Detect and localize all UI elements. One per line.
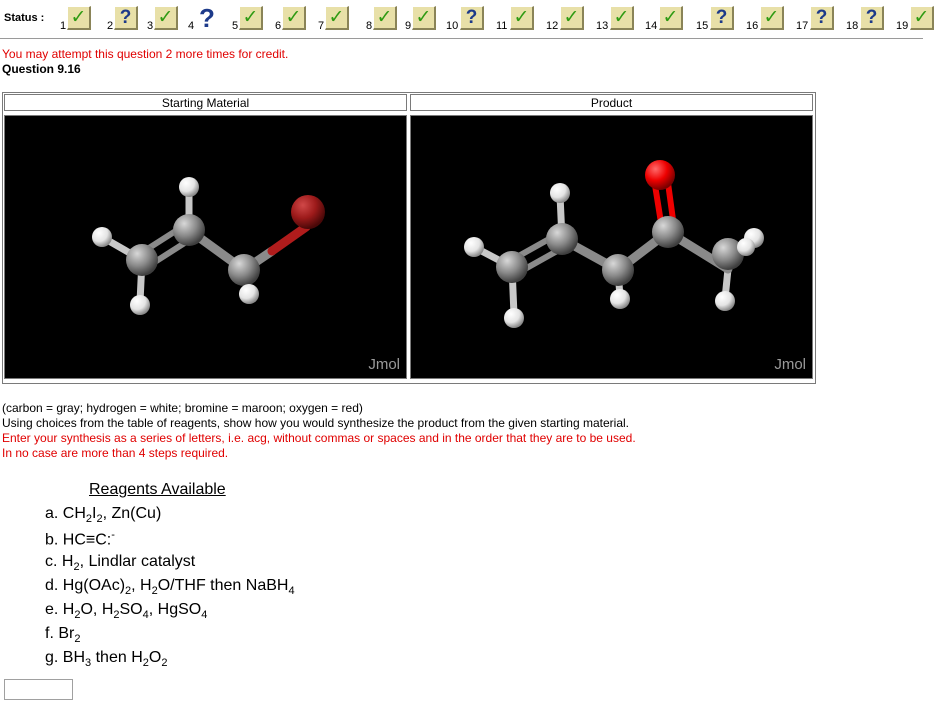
bromine-atom (291, 195, 325, 229)
status-item-number: 5 (232, 20, 239, 32)
reagent-text: - (111, 529, 115, 541)
starting-material-header: Starting Material (4, 94, 407, 111)
reagent-text: , Lindlar catalyst (79, 553, 196, 570)
question-icon[interactable]: ? (710, 6, 734, 30)
reagent-text: 2 (73, 561, 80, 574)
status-item-number: 17 (796, 20, 809, 32)
starting-material-viewer[interactable] (4, 115, 407, 379)
reagent-item (45, 505, 161, 525)
bond (272, 227, 306, 251)
product-molecule[interactable] (412, 117, 811, 377)
reagent-letter: e. (45, 601, 63, 618)
status-item-number: 6 (275, 20, 282, 32)
carbon-atom (546, 223, 578, 255)
reagent-text: 2 (161, 657, 168, 670)
check-icon[interactable]: ✓ (510, 6, 534, 30)
jmol-label: Jmol (368, 356, 400, 373)
reagent-text: then H (91, 649, 143, 666)
reagent-text: 4 (201, 609, 208, 622)
reagent-text: BH (62, 649, 86, 666)
reagent-letter: g. (45, 649, 63, 666)
carbon-atom (602, 254, 634, 286)
reagent-text: O, H (80, 601, 114, 618)
reagent-text: 2 (125, 585, 132, 598)
status-item-number: 3 (147, 20, 154, 32)
status-item-number: 14 (645, 20, 658, 32)
reagent-item (45, 601, 207, 621)
reagent-text: 2 (96, 513, 103, 526)
status-bar (0, 0, 930, 38)
reagent-item (45, 577, 295, 597)
color-legend: (carbon = gray; hydrogen = white; bromine = maroon; oxygen = red) (2, 401, 363, 415)
status-item-number: 11 (496, 20, 508, 32)
hydrogen-atom (239, 284, 259, 304)
reagent-item (45, 625, 80, 645)
reagent-text: 2 (74, 633, 81, 646)
hydrogen-atom (715, 291, 735, 311)
hydrogen-atom (130, 295, 150, 315)
status-label: Status : (4, 12, 45, 24)
carbon-atom (228, 254, 260, 286)
question-icon[interactable]: ? (114, 6, 138, 30)
check-icon[interactable]: ✓ (282, 6, 306, 30)
carbon-atom (173, 214, 205, 246)
reagent-text: 2 (142, 657, 149, 670)
reagent-text: Br (58, 625, 75, 642)
hydrogen-atom (504, 308, 524, 328)
reagent-text: CH (62, 505, 86, 522)
reagent-text: , HgSO (148, 601, 202, 618)
reagent-text: 2 (85, 513, 93, 526)
question-icon[interactable]: ? (860, 6, 884, 30)
reagent-item (45, 529, 115, 549)
hydrogen-atom (550, 183, 570, 203)
reagent-text: 4 (142, 609, 149, 622)
status-item-number: 16 (746, 20, 759, 32)
reagent-text: HC≡C: (62, 531, 112, 549)
molecule-table (2, 92, 816, 384)
product-cell (410, 94, 813, 373)
status-item-number: 19 (896, 20, 909, 32)
reagent-item (45, 649, 167, 669)
status-item-number: 12 (546, 20, 559, 32)
oxygen-atom (645, 160, 675, 190)
reagent-text: SO (119, 601, 143, 618)
starting-material-molecule[interactable] (6, 117, 405, 377)
check-icon[interactable]: ✓ (412, 6, 436, 30)
reagent-text: 2 (74, 609, 81, 622)
reagent-letter: d. (45, 577, 63, 594)
reagent-letter: a. (45, 505, 63, 522)
check-icon[interactable]: ✓ (239, 6, 263, 30)
carbon-atom (126, 244, 158, 276)
instruction-line: Enter your synthesis as a series of letters, i.e. acg, without commas or spaces and in the order that they are to be used. (2, 431, 636, 445)
product-header: Product (410, 94, 813, 111)
product-viewer[interactable] (410, 115, 813, 379)
status-item-number: 7 (318, 20, 325, 32)
check-icon[interactable]: ✓ (373, 6, 397, 30)
status-item-number: 4 (188, 20, 195, 32)
reagent-text: H (62, 601, 75, 618)
reagent-letter: b. (45, 531, 63, 549)
status-item-number: 10 (446, 20, 459, 32)
hydrogen-atom (610, 289, 630, 309)
carbon-atom (496, 251, 528, 283)
instruction-line: In no case are more than 4 steps required. (2, 446, 229, 460)
carbon-atom (652, 216, 684, 248)
reagents-title: Reagents Available (89, 481, 226, 498)
hydrogen-atom (464, 237, 484, 257)
reagent-item (45, 553, 195, 573)
instruction-line: Using choices from the table of reagents, show how you would synthesize the product from the given starting material. (2, 416, 629, 430)
reagent-text: 2 (113, 609, 120, 622)
reagent-text: , Zn(Cu) (102, 505, 162, 522)
reagent-text: O (148, 649, 162, 666)
status-item-number: 15 (696, 20, 709, 32)
reagent-text: 3 (85, 657, 92, 670)
status-item-number: 18 (846, 20, 859, 32)
status-item-number: 9 (405, 20, 412, 32)
reagent-letter: f. (45, 625, 59, 642)
hydrogen-atom (92, 227, 112, 247)
check-icon[interactable]: ✓ (760, 6, 784, 30)
question-icon[interactable]: ? (460, 6, 484, 30)
check-icon[interactable]: ✓ (910, 6, 934, 30)
question-icon[interactable]: ? (199, 3, 215, 33)
reagent-text: O/THF then NaBH (157, 577, 289, 594)
check-icon[interactable]: ✓ (659, 6, 683, 30)
status-item-number: 2 (107, 20, 114, 32)
jmol-label: Jmol (774, 356, 806, 373)
answer-input[interactable] (4, 679, 73, 700)
reagent-text: H (61, 553, 74, 570)
check-icon[interactable]: ✓ (325, 6, 349, 30)
hydrogen-atom (179, 177, 199, 197)
check-icon[interactable]: ✓ (67, 6, 91, 30)
reagent-text: I (92, 505, 97, 522)
reagent-text: , H (131, 577, 152, 594)
check-icon[interactable]: ✓ (560, 6, 584, 30)
question-icon[interactable]: ? (810, 6, 834, 30)
reagent-text: Hg(OAc) (62, 577, 126, 594)
reagent-letter: c. (45, 553, 62, 570)
status-item-number: 8 (366, 20, 373, 32)
attempts-message: You may attempt this question 2 more times for credit. (2, 47, 289, 61)
reagent-text: 2 (151, 585, 158, 598)
question-title: Question 9.16 (2, 62, 81, 76)
check-icon[interactable]: ✓ (154, 6, 178, 30)
reagent-text: 4 (288, 585, 295, 598)
status-item-number: 13 (596, 20, 609, 32)
hydrogen-atom (737, 238, 755, 256)
starting-material-cell (4, 94, 407, 373)
check-icon[interactable]: ✓ (610, 6, 634, 30)
status-divider (0, 38, 923, 39)
status-item-number: 1 (60, 20, 67, 32)
